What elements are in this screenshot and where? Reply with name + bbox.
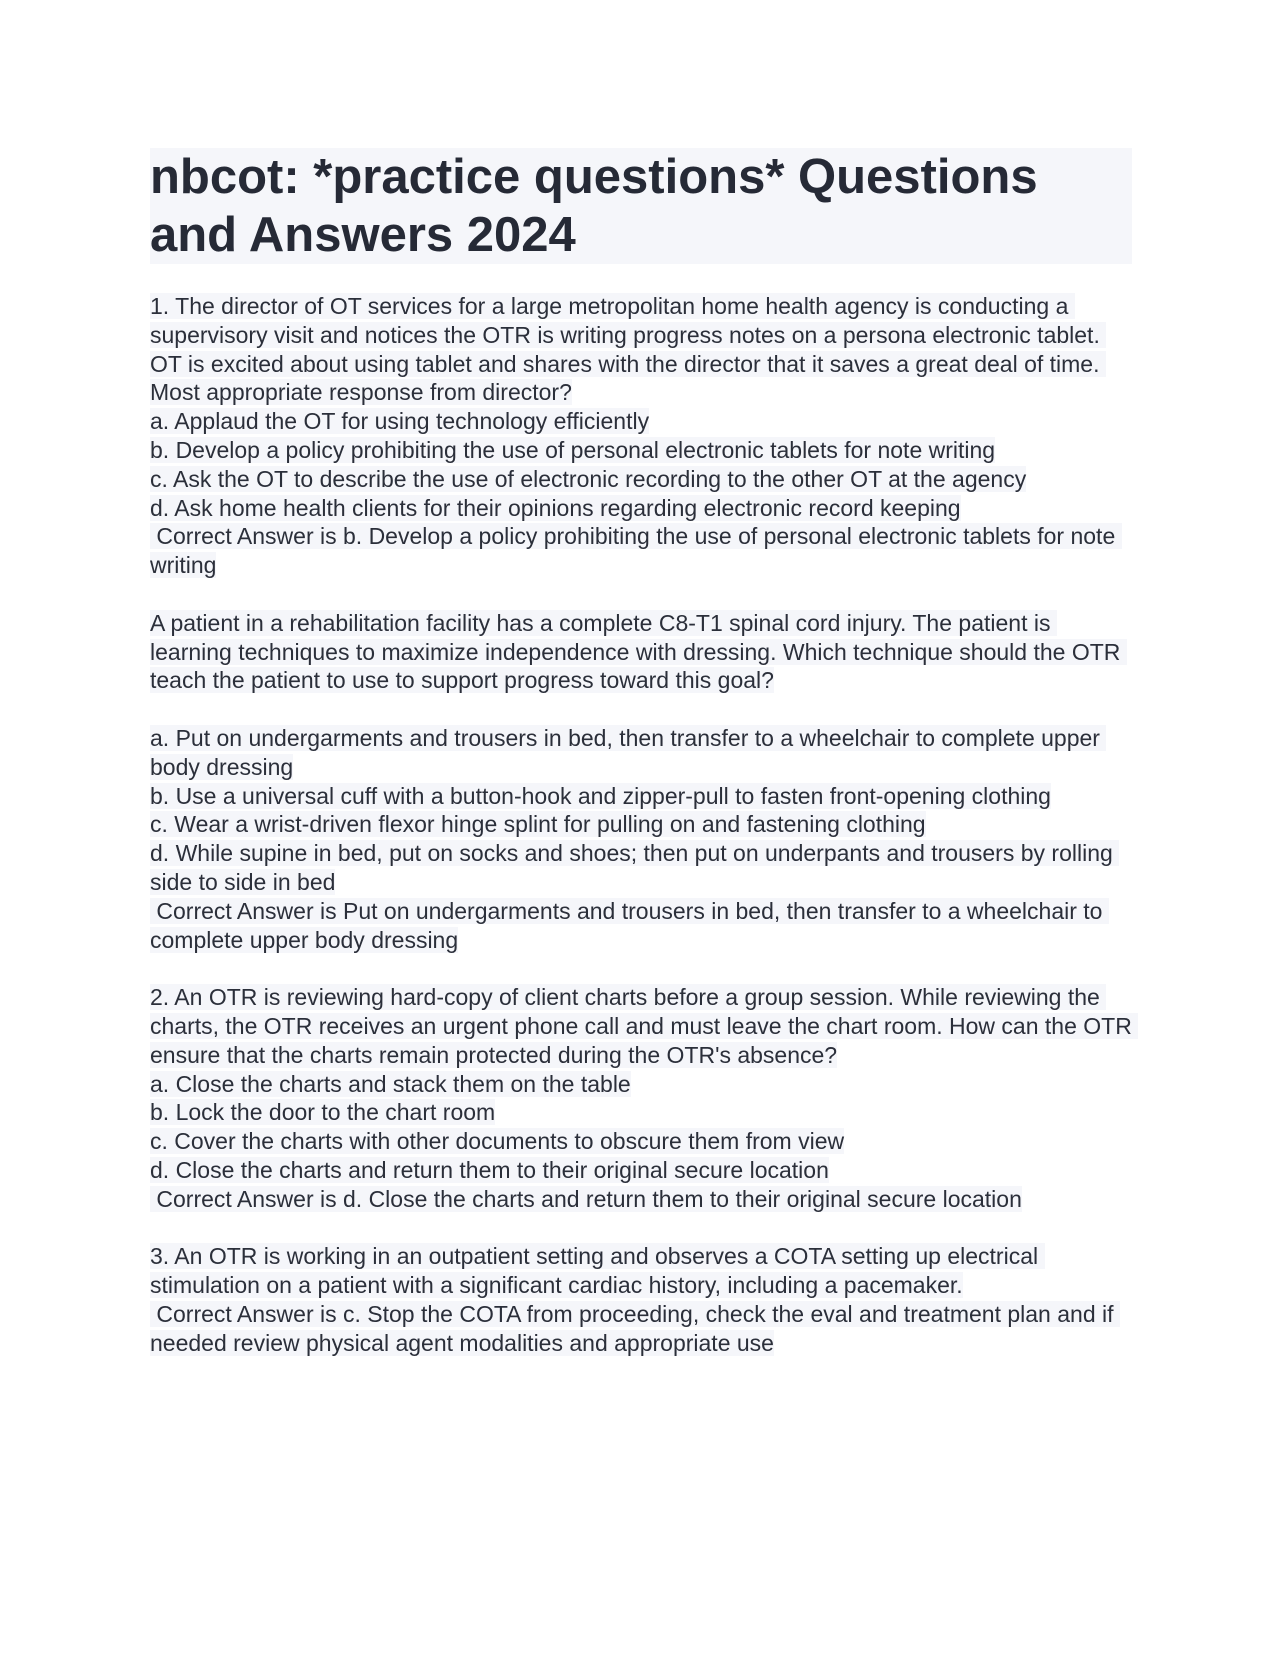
question-block <box>150 609 1132 955</box>
correct-answer: Correct Answer is Put on undergarments and trousers in bed, then transfer to a wheelchair to complete upper body dressing <box>150 897 1109 953</box>
answer-option: c. Cover the charts with other documents to obscure them from view <box>150 1128 845 1155</box>
answer-option: a. Put on undergarments and trousers in bed, then transfer to a wheelchair to complete upper body dressing <box>150 724 1107 780</box>
question-text: 3. An OTR is working in an outpatient setting and observes a COTA setting up electrical stimulation on a patient with a significant cardiac history, including a pacemaker. <box>150 1243 1045 1299</box>
question-block <box>150 1242 1132 1357</box>
correct-answer: Correct Answer is b. Develop a policy prohibiting the use of personal electronic tablets for note writing <box>150 523 1122 579</box>
paragraph-gap <box>150 580 1132 609</box>
paragraph-gap <box>150 954 1132 983</box>
answer-option: d. Ask home health clients for their opinions regarding electronic record keeping <box>150 494 961 521</box>
correct-answer: Correct Answer is c. Stop the COTA from proceeding, check the eval and treatment plan and if needed review physical agent modalities and appropriate use <box>150 1300 1120 1356</box>
document-page <box>150 148 1139 1357</box>
question-block <box>150 292 1132 580</box>
paragraph-gap <box>150 695 1132 724</box>
correct-answer: Correct Answer is d. Close the charts and return them to their original secure location <box>150 1185 1022 1212</box>
answer-option: d. While supine in bed, put on socks and shoes; then put on underpants and trousers by rolling side to side in bed <box>150 840 1120 895</box>
paragraph-gap <box>150 1214 1132 1243</box>
question-text: 2. An OTR is reviewing hard-copy of client charts before a group session. While reviewing the charts, the OTR receives an urgent phone call and must leave the chart room. How can the OTR ensure that the charts remain protected during the OTR's absence? <box>150 984 1139 1068</box>
question-text: 1. The director of OT services for a large metropolitan home health agency is conducting a supervisory visit and notices the OTR is writing progress notes on a persona electronic tablet. OT is excited about using tablet and shares with the director that it saves a great deal of time. Most appropriate response from director? <box>150 293 1107 406</box>
document-title: nbcot: *practice questions* Questions and Answers 2024 <box>150 148 1132 264</box>
answer-option: a. Applaud the OT for using technology efficiently <box>150 408 650 435</box>
answer-option: c. Wear a wrist-driven flexor hinge splint for pulling on and fastening clothing <box>150 811 926 838</box>
answer-option: b. Use a universal cuff with a button-hook and zipper-pull to fasten front-opening clothing <box>150 782 1051 809</box>
answer-option: c. Ask the OT to describe the use of electronic recording to the other OT at the agency <box>150 465 1027 492</box>
document-body <box>150 292 1139 1357</box>
question-text: A patient in a rehabilitation facility has a complete C8-T1 spinal cord injury. The patient is learning techniques to maximize independence with dressing. Which technique should the OTR teach the patient to use to support progress toward this goal? <box>150 609 1127 694</box>
answer-option: a. Close the charts and stack them on the table <box>150 1070 631 1097</box>
answer-option: b. Develop a policy prohibiting the use of personal electronic tablets for note writing <box>150 436 996 463</box>
answer-option: d. Close the charts and return them to their original secure location <box>150 1156 829 1183</box>
answer-option: b. Lock the door to the chart room <box>150 1099 496 1126</box>
question-block <box>150 983 1139 1213</box>
